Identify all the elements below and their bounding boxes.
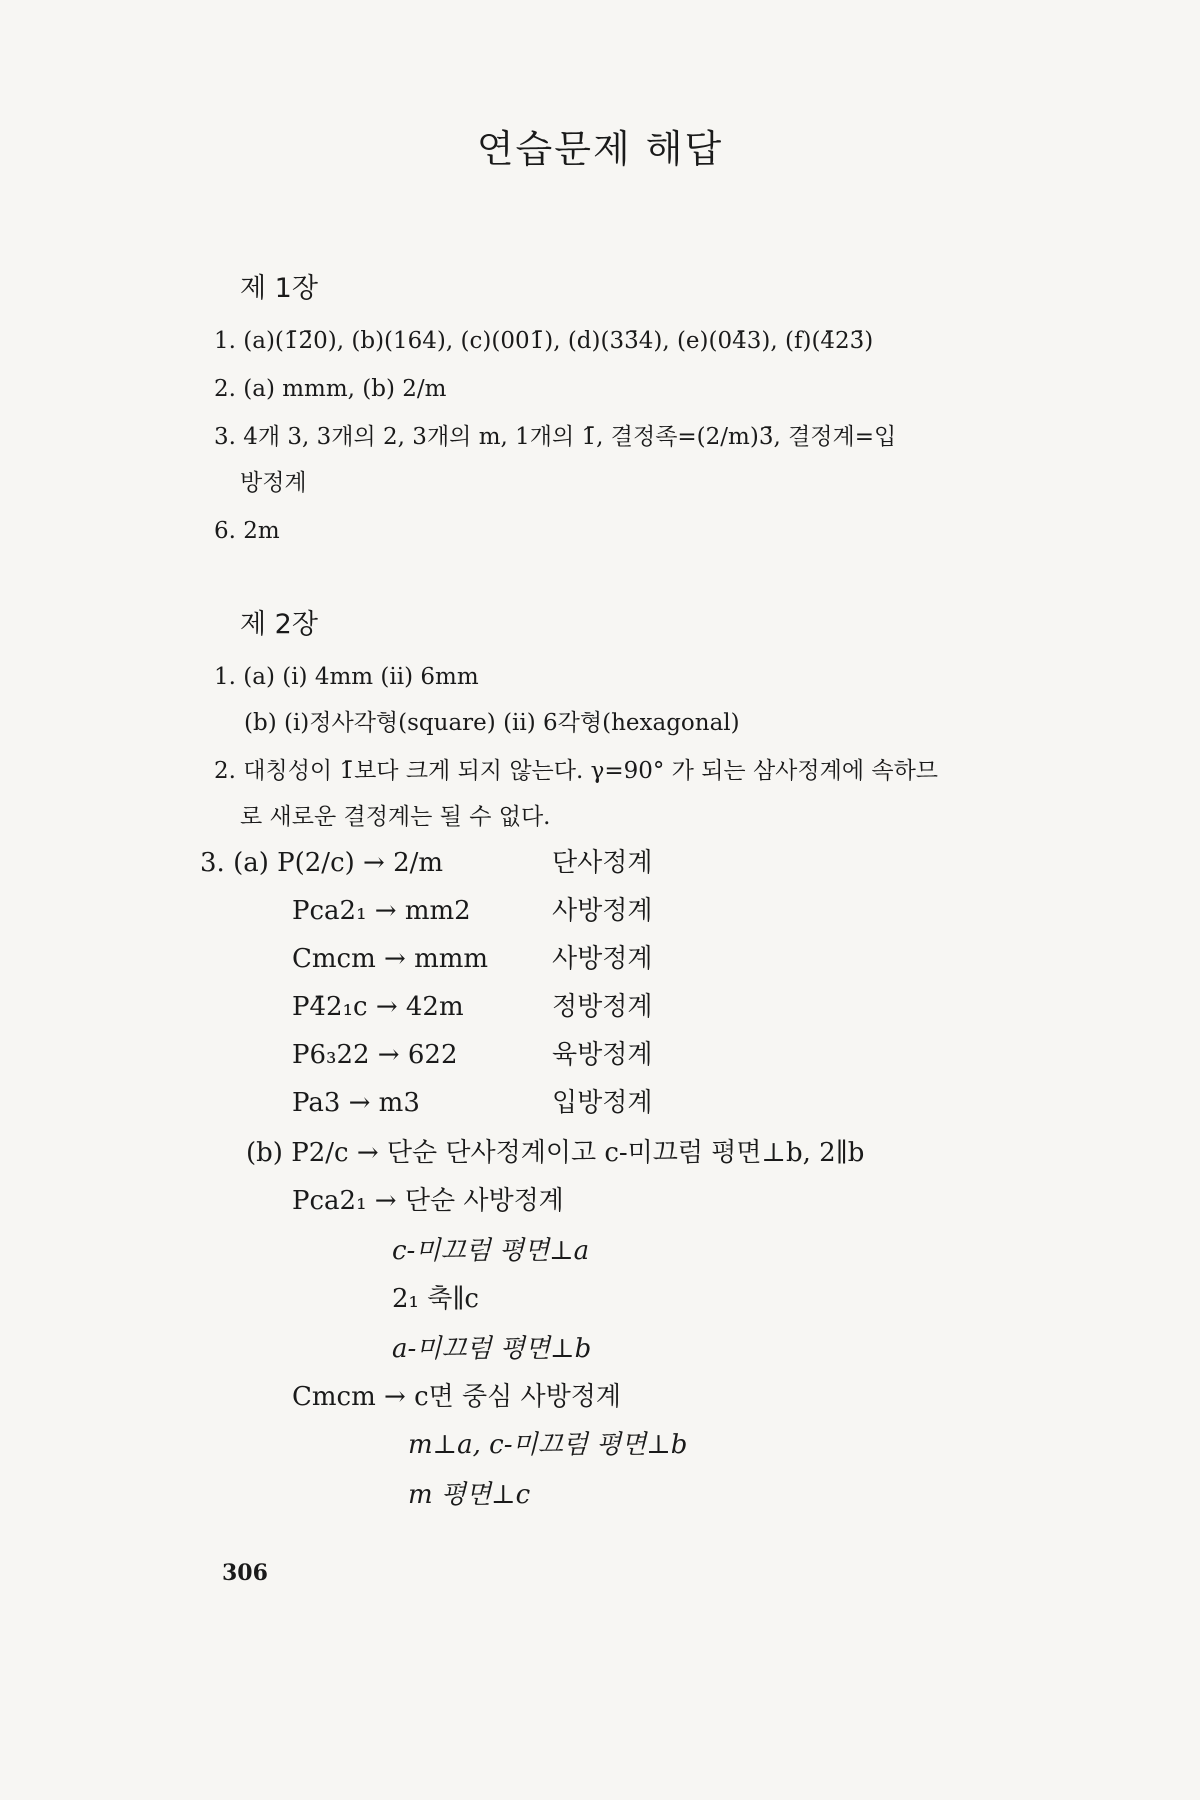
ch1-answer-3: 3. 4개 3, 3개의 2, 3개의 m, 1개의 1̄, 결정족=(2/m)3̄, 결정계=입	[214, 424, 897, 450]
ch1-answer-2: 2. (a) mmm, (b) 2/m	[214, 376, 447, 402]
chapter2-heading: 제 2장	[240, 609, 318, 640]
page-number: 306	[222, 1560, 268, 1586]
row-left: P6₃22 → 622	[292, 1040, 458, 1070]
row-left: 3. (a) P(2/c) → 2/m	[200, 848, 444, 878]
ch1-answer-1: 1. (a)(1̄2̄0), (b)(164), (c)(001̄), (d)(33̄4), (e)(04̄3), (f)(4̄23̄)	[214, 328, 874, 354]
ch2-row-1	[200, 846, 443, 880]
row-left: Cmcm → mmm	[292, 944, 489, 974]
ch2-answer-1b: (b) (i)정사각형(square) (ii) 6각형(hexagonal)	[244, 710, 740, 736]
ch2-answer-3b-3: c-미끄럼 평면⊥a	[392, 1236, 590, 1266]
row-right: 사방정계	[552, 896, 653, 926]
ch2-answer-3b-5: a-미끄럼 평면⊥b	[392, 1334, 592, 1364]
row-left: P4̄2₁c → 42m	[292, 992, 464, 1022]
ch1-answer-3-cont: 방정계	[240, 470, 307, 496]
ch2-answer-3b-7: m⊥a, c-미끄럼 평면⊥b	[408, 1430, 688, 1460]
chapter1-heading: 제 1장	[240, 273, 318, 304]
ch2-answer-1a: 1. (a) (i) 4mm (ii) 6mm	[214, 664, 479, 690]
row-right: 사방정계	[552, 944, 653, 974]
row-right: 정방정계	[552, 992, 653, 1022]
row-right: 육방정계	[552, 1040, 653, 1070]
row-right: 입방정계	[552, 1088, 653, 1118]
row-left: Pa3 → m3	[292, 1088, 420, 1118]
ch2-answer-3b-2: Pca2₁ → 단순 사방정계	[292, 1186, 564, 1216]
ch2-answer-3b-1: (b) P2/c → 단순 단사정계이고 c-미끄럼 평면⊥b, 2∥b	[246, 1138, 865, 1168]
ch2-answer-3b-6: Cmcm → c면 중심 사방정계	[292, 1382, 621, 1412]
ch2-answer-2-cont: 로 새로운 결정계는 될 수 없다.	[240, 804, 551, 830]
row-left: Pca2₁ → mm2	[292, 896, 471, 926]
ch1-answer-6: 6. 2m	[214, 518, 280, 544]
ch2-answer-3b-8: m 평면⊥c	[408, 1480, 531, 1510]
ch2-answer-3b-4: 2₁ 축∥c	[392, 1284, 479, 1314]
page-title: 연습문제 해답	[476, 127, 724, 171]
row-right: 단사정계	[552, 848, 653, 878]
ch2-answer-2: 2. 대칭성이 1̄보다 크게 되지 않는다. γ=90° 가 되는 삼사정계에 속하므	[214, 758, 939, 784]
